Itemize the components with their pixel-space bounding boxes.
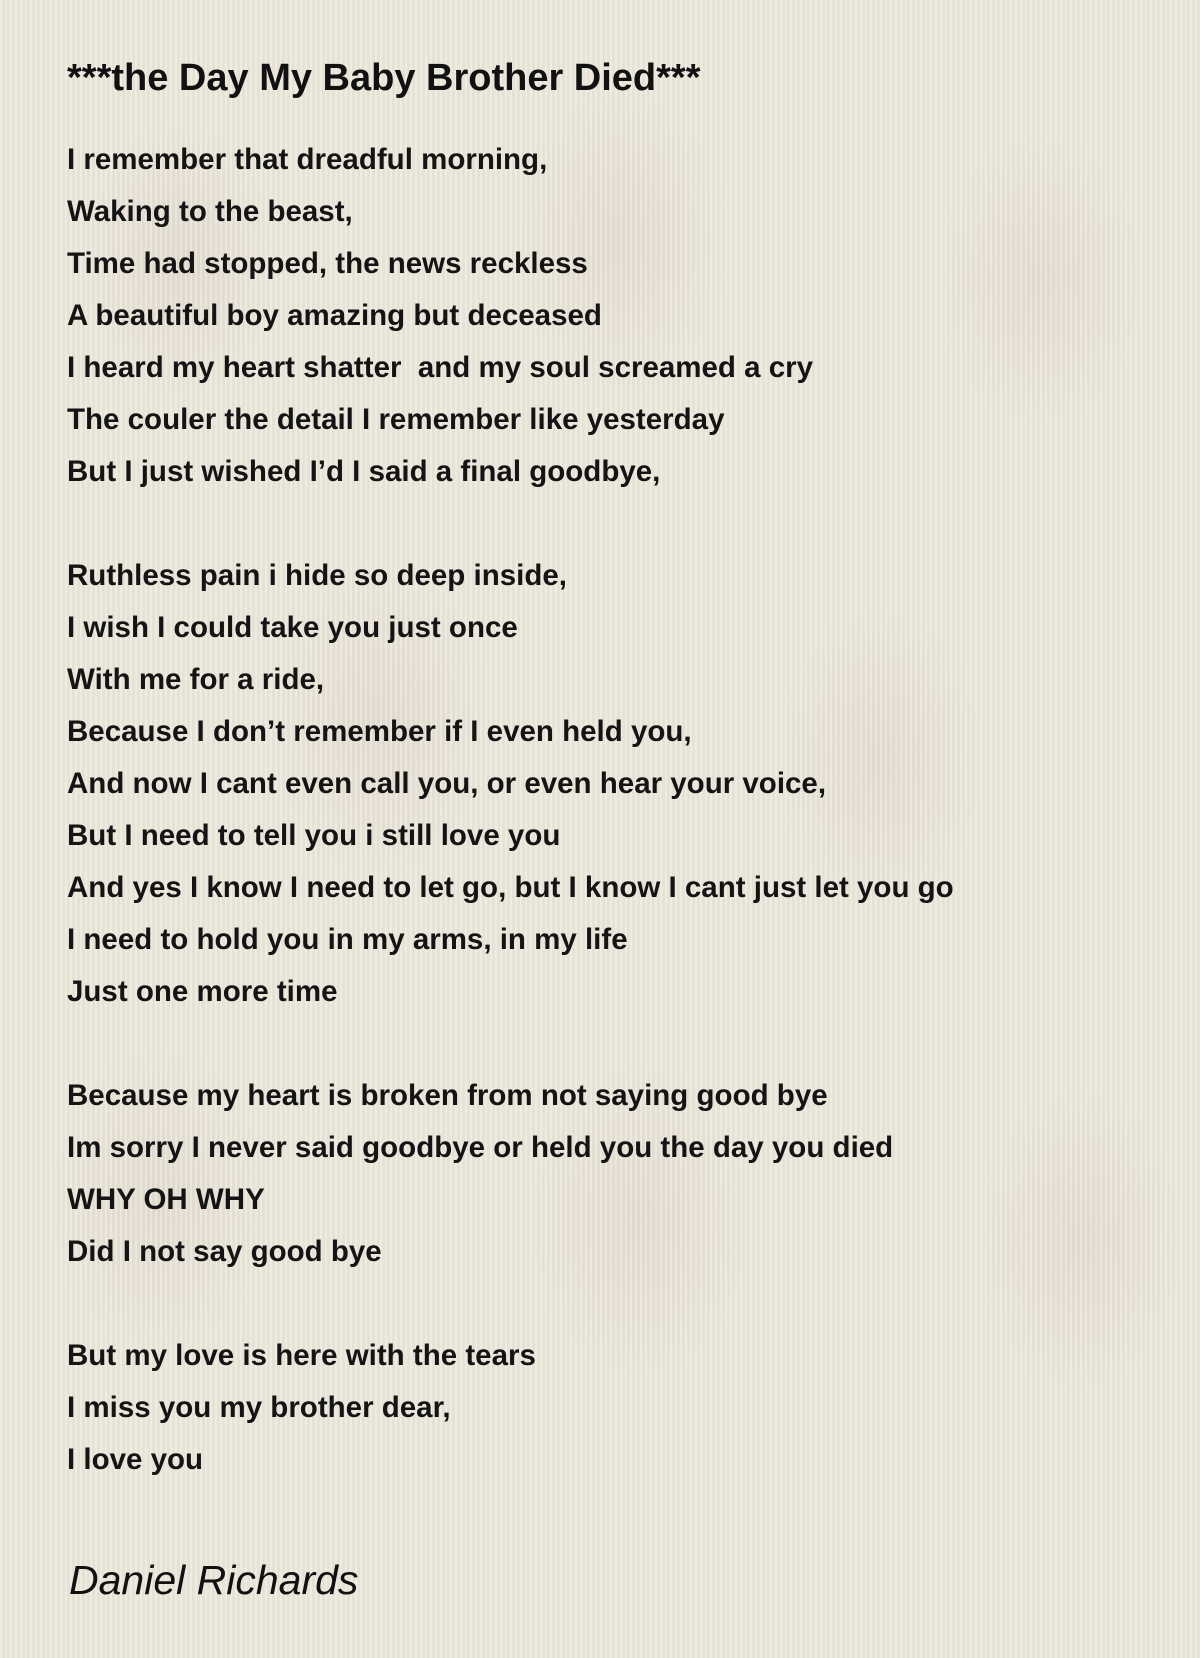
stanza <box>67 134 954 498</box>
poem-author: Daniel Richards <box>69 1557 359 1603</box>
stanza-break <box>67 1018 954 1070</box>
poem-body <box>67 134 954 1486</box>
poem-line: I need to hold you in my arms, in my life <box>67 923 628 956</box>
poem-line: With me for a ride, <box>67 663 325 696</box>
stanza <box>67 1070 954 1278</box>
poem-line: Time had stopped, the news reckless <box>67 247 588 280</box>
poem-line: And now I cant even call you, or even hear your voice, <box>67 767 827 800</box>
poem-line: I heard my heart shatter and my soul screamed a cry <box>67 351 814 384</box>
stanza <box>67 1330 954 1486</box>
poem-line: WHY OH WHY <box>67 1183 265 1216</box>
poem-title: ***the Day My Baby Brother Died*** <box>67 57 701 99</box>
poem-line: But I need to tell you i still love you <box>67 819 561 852</box>
poem-line: The couler the detail I remember like yesterday <box>67 403 725 436</box>
poem-page <box>67 48 1167 1476</box>
stanza-break <box>67 498 954 550</box>
poem-line: I wish I could take you just once <box>67 611 518 644</box>
poem-line: I miss you my brother dear, <box>67 1391 451 1424</box>
poem-line: Im sorry I never said goodbye or held you the day you died <box>67 1131 894 1164</box>
poem-line: Did I not say good bye <box>67 1235 382 1268</box>
poem-line: Because my heart is broken from not saying good bye <box>67 1079 828 1112</box>
stanza-break <box>67 1278 954 1330</box>
poem-line: But my love is here with the tears <box>67 1339 536 1372</box>
poem-line: Waking to the beast, <box>67 195 353 228</box>
stanza <box>67 550 954 1018</box>
poem-line: I love you <box>67 1443 204 1476</box>
poem-line: Ruthless pain i hide so deep inside, <box>67 559 567 592</box>
poem-line: And yes I know I need to let go, but I know I cant just let you go <box>67 871 954 904</box>
poem-line: A beautiful boy amazing but deceased <box>67 299 602 332</box>
poem-line: Just one more time <box>67 975 338 1008</box>
poem-line: Because I don’t remember if I even held you, <box>67 715 692 748</box>
poem-line: I remember that dreadful morning, <box>67 143 548 176</box>
poem-line: But I just wished I’d I said a final goodbye, <box>67 455 661 488</box>
